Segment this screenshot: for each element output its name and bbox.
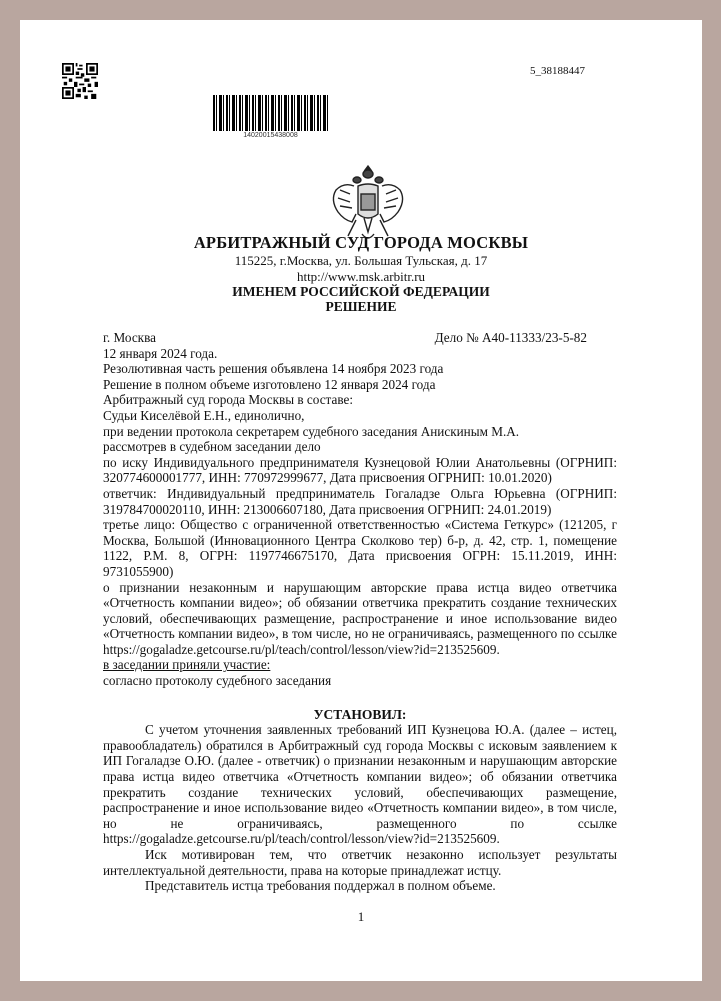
established-line: Представитель истца требования поддержал в полном объеме. — [145, 878, 496, 894]
intro-line: Резолютивная часть решения объявлена 14 ноября 2023 года — [103, 361, 444, 377]
document-body — [103, 330, 617, 894]
case-number: Дело № А40-11333/23-5-82 — [434, 330, 587, 345]
intro-line: рассмотрев в судебном заседании дело — [103, 439, 321, 455]
established-line: правообладатель) обратился в Арбитражный суд города Москвы с исковым заявлением к — [103, 737, 617, 753]
established-heading: УСТАНОВИЛ: — [313, 706, 407, 722]
participants-label: в заседании приняли участие: — [103, 657, 271, 673]
established-line: интеллектуальной деятельности, права на которые принадлежат истцу. — [103, 862, 502, 878]
qr-code-icon — [62, 63, 98, 99]
intro-line: Судьи Киселёвой Е.Н., единолично, — [103, 407, 305, 423]
established-line: распространение и иное использование видео «Отчетность компании видео», в том числе, — [103, 800, 617, 816]
barcode — [213, 95, 328, 139]
parties-line: Москва, Большой (Инновационного Центра Сколково тер) б-р, д. 42, стр. 1, помещение — [103, 532, 617, 548]
claim-line: условий, обеспечивающих размещение, распространение и иное использование видео — [103, 610, 617, 626]
parties-line: ответчик: Индивидуальный предприниматель Гогаладзе Ольга Юрьевна (ОГРНИП: — [103, 485, 617, 501]
claim-line: «Отчетность компании видео», в том числе, но не ограничиваясь, размещенного по ссылке — [103, 626, 617, 642]
barcode-icon — [213, 95, 328, 131]
established-line: С учетом уточнения заявленных требований ИП Кузнецова Ю.А. (далее – истец, — [145, 722, 617, 738]
intro-line: Арбитражный суд города Москвы в составе: — [103, 392, 353, 408]
parties-line: по иску Индивидуального предпринимателя Кузнецовой Юлии Анатольевны (ОГРНИП: — [103, 454, 617, 470]
claim-line: «Отчетность компании видео»; об обязании ответчика прекратить создание технических — [103, 595, 617, 611]
court-url: http://www.msk.arbitr.ru — [296, 269, 426, 284]
claim-link: https://gogaladze.getcourse.ru/pl/teach/control/lesson/view?id=213525609. — [103, 641, 500, 657]
page-number: 1 — [357, 909, 365, 924]
participants-value: согласно протоколу судебного заседания — [103, 673, 332, 689]
barcode-number: 14020015438008 — [243, 132, 298, 139]
parties-line: третье лицо: Общество с ограниченной ответственностью «Система Геткурс» (121205, г — [103, 517, 617, 533]
parties-line: 319784700020110, ИНН: 213006607180, Дата присвоения ОГРНИП: 24.01.2019) — [103, 501, 552, 517]
parties-line: 9731055900) — [103, 563, 174, 579]
claim-line: о признании незаконным и нарушающим авторские права истца видео ответчика — [103, 579, 617, 595]
document-page — [20, 20, 702, 981]
parties-line: 1122, Р.М. 8, ОГРН: 1197746675170, Дата присвоения ОГРН: 15.11.2019, ИНН: — [103, 548, 617, 564]
decision-date: 12 января 2024 года. — [103, 345, 218, 361]
city: г. Москва — [103, 330, 156, 345]
in-the-name-heading: ИМЕНЕМ РОССИЙСКОЙ ФЕДЕРАЦИИ — [232, 284, 490, 299]
established-line: Иск мотивирован тем, что ответчик незаконно использует результаты — [145, 847, 617, 862]
intro-line: Решение в полном объеме изготовлено 12 января 2024 года — [103, 376, 436, 392]
decision-heading: РЕШЕНИЕ — [325, 299, 397, 314]
document-id: 5_38188447 — [530, 65, 585, 77]
court-name: АРБИТРАЖНЫЙ СУД ГОРОДА МОСКВЫ — [193, 233, 529, 252]
established-line: ИП Гогаладзе О.Ю. (далее - ответчик) о признании незаконным и нарушающим авторские — [103, 753, 617, 769]
established-line: прекратить создание технических условий, обеспечивающих размещение, — [103, 784, 617, 800]
court-address: 115225, г.Москва, ул. Большая Тульская, д. 17 — [234, 253, 488, 268]
established-line: но не ограничиваясь, размещенного по ссылке — [103, 815, 617, 831]
parties-line: 320774600001777, ИНН: 770972999677, Дата присвоения ОГРНИП: 10.01.2020) — [103, 470, 552, 486]
city-case-row — [103, 330, 617, 346]
established-line: права истца видео ответчика «Отчетность компании видео»; об обязании ответчика — [103, 769, 617, 785]
established-link: https://gogaladze.getcourse.ru/pl/teach/control/lesson/view?id=213525609. — [103, 831, 500, 847]
intro-line: при ведении протокола секретарем судебного заседания Анискиным М.А. — [103, 423, 520, 439]
